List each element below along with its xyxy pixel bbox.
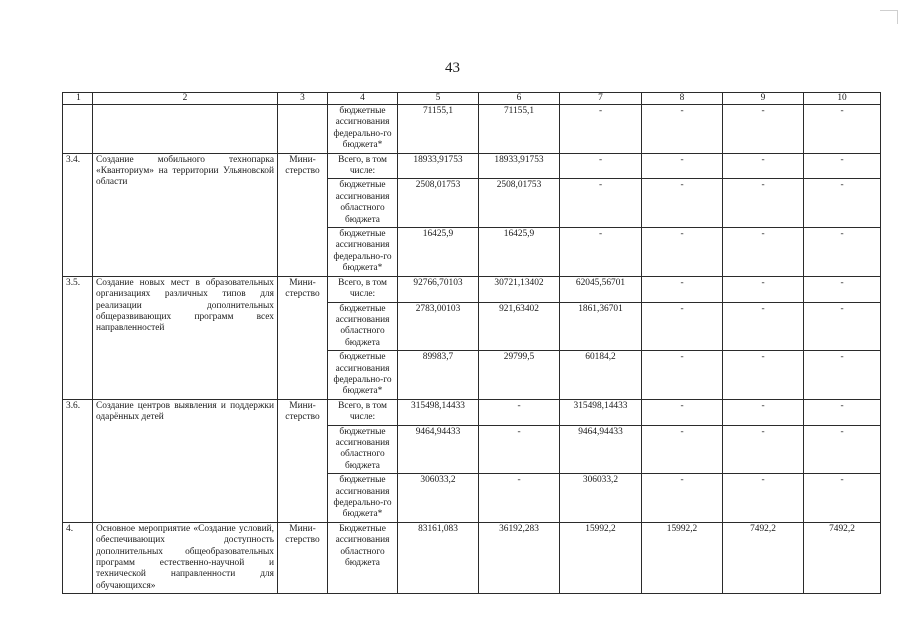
value-col8: - [642,153,723,179]
value-col6: 29799,5 [479,351,560,400]
value-col7: 1861,36701 [560,302,642,351]
value-col5: 71155,1 [398,105,479,154]
value-col9: - [723,179,804,228]
value-col6: 71155,1 [479,105,560,154]
value-col10: - [804,425,881,474]
value-col7: 60184,2 [560,351,642,400]
value-col7: 9464,94433 [560,425,642,474]
value-col10: - [804,474,881,523]
funding-source: бюджетные ассигнования федерально-го бюджета* [328,228,398,277]
table-row [63,105,881,154]
table-row [63,522,881,593]
funding-source: Всего, в том числе: [328,153,398,179]
value-col8: - [642,179,723,228]
value-col5: 9464,94433 [398,425,479,474]
header-cell: 1 [63,93,93,105]
value-col5: 315498,14433 [398,399,479,425]
value-col10: - [804,228,881,277]
page-number: 43 [445,60,460,76]
funding-source: бюджетные ассигнования федерально-го бюджета* [328,474,398,523]
executor: Мини-стерство [278,399,328,522]
table-row [63,153,881,179]
funding-source: бюджетные ассигнования федерально-го бюджета* [328,105,398,154]
activity-name: Основное мероприятие «Создание условий, обеспечивающих доступность дополнительных общеобразовательных программ естественно-научной и технической направленности для обучающихся» [93,522,278,593]
value-col9: - [723,399,804,425]
value-col6: - [479,399,560,425]
value-col10: - [804,105,881,154]
header-cell: 4 [328,93,398,105]
scan-mark [880,10,898,11]
value-col9: - [723,351,804,400]
value-col7: - [560,228,642,277]
funding-source: Всего, в том числе: [328,399,398,425]
value-col5: 2508,01753 [398,179,479,228]
scan-mark [897,10,898,24]
value-col5: 2783,00103 [398,302,479,351]
value-col8: - [642,399,723,425]
value-col9: 7492,2 [723,522,804,593]
value-col7: - [560,153,642,179]
value-col8: - [642,228,723,277]
value-col10: 7492,2 [804,522,881,593]
value-col8: - [642,351,723,400]
value-col10: - [804,399,881,425]
value-col5: 83161,083 [398,522,479,593]
row-index: 3.4. [63,153,93,276]
funding-source: бюджетные ассигнования областного бюджета [328,179,398,228]
budget-table [62,92,881,594]
value-col6: 921,63402 [479,302,560,351]
value-col6: 16425,9 [479,228,560,277]
activity-name [93,105,278,154]
executor: Мини-стерство [278,276,328,399]
value-col7: 306033,2 [560,474,642,523]
activity-name: Создание центров выявления и поддержки одарённых детей [93,399,278,522]
value-col8: - [642,302,723,351]
table-row [63,276,881,302]
value-col10: - [804,276,881,302]
funding-source: бюджетные ассигнования областного бюджета [328,302,398,351]
header-cell: 2 [93,93,278,105]
funding-source: бюджетные ассигнования федерально-го бюджета* [328,351,398,400]
value-col5: 18933,91753 [398,153,479,179]
value-col8: - [642,105,723,154]
value-col9: - [723,228,804,277]
value-col9: - [723,425,804,474]
value-col8: - [642,474,723,523]
row-index: 4. [63,522,93,593]
value-col10: - [804,351,881,400]
funding-source: Всего, в том числе: [328,276,398,302]
executor [278,105,328,154]
row-index: 3.5. [63,276,93,399]
header-cell: 8 [642,93,723,105]
value-col9: - [723,302,804,351]
value-col8: 15992,2 [642,522,723,593]
header-cell: 9 [723,93,804,105]
value-col9: - [723,105,804,154]
value-col7: - [560,105,642,154]
table-row [63,399,881,425]
value-col7: 62045,56701 [560,276,642,302]
value-col10: - [804,179,881,228]
value-col6: 2508,01753 [479,179,560,228]
value-col7: 15992,2 [560,522,642,593]
value-col8: - [642,425,723,474]
funding-source: бюджетные ассигнования областного бюджета [328,425,398,474]
value-col9: - [723,474,804,523]
activity-name: Создание новых мест в образовательных организациях различных типов для реализации дополнительных общеразвивающих программ всех направленностей [93,276,278,399]
header-cell: 6 [479,93,560,105]
activity-name: Создание мобильного технопарка «Кванториум» на территории Ульяновской области [93,153,278,276]
header-cell: 5 [398,93,479,105]
header-cell: 7 [560,93,642,105]
value-col7: - [560,179,642,228]
value-col7: 315498,14433 [560,399,642,425]
value-col6: 18933,91753 [479,153,560,179]
value-col8: - [642,276,723,302]
executor: Мини-стерство [278,522,328,593]
value-col6: 36192,283 [479,522,560,593]
header-cell: 10 [804,93,881,105]
value-col6: - [479,425,560,474]
value-col5: 92766,70103 [398,276,479,302]
value-col9: - [723,276,804,302]
value-col5: 306033,2 [398,474,479,523]
value-col10: - [804,153,881,179]
value-col9: - [723,153,804,179]
value-col6: - [479,474,560,523]
value-col5: 16425,9 [398,228,479,277]
row-index: 3.6. [63,399,93,522]
header-cell: 3 [278,93,328,105]
header-row [63,93,881,105]
row-index [63,105,93,154]
value-col5: 89983,7 [398,351,479,400]
executor: Мини-стерство [278,153,328,276]
value-col10: - [804,302,881,351]
value-col6: 30721,13402 [479,276,560,302]
funding-source: Бюджетные ассигнования областного бюджета [328,522,398,593]
